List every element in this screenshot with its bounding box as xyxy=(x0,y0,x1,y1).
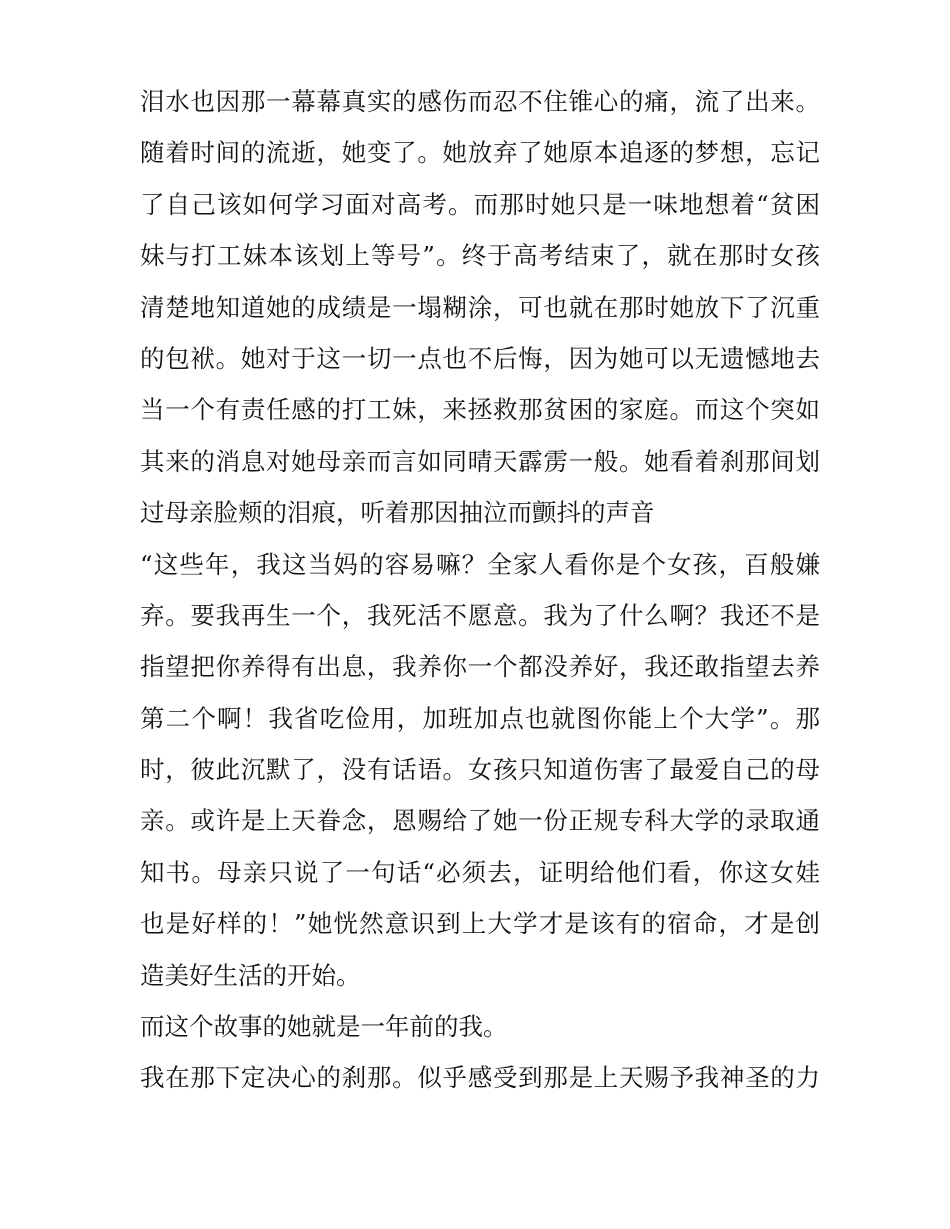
text-line: 了自己该如何学习面对高考。而那时她只是一味地想着“贫困 xyxy=(140,189,820,219)
text-line: 而这个故事的她就是一年前的我。 xyxy=(140,1012,508,1042)
text-line: 清楚地知道她的成绩是一塌糊涂，可也就在那时她放下了沉重 xyxy=(140,292,820,322)
text-line: 指望把你养得有出息，我养你一个都没养好，我还敢指望去养 xyxy=(140,652,820,682)
text-line: 其来的消息对她母亲而言如同晴天霹雳一般。她看着刹那间划 xyxy=(140,446,820,476)
text-line: 知书。母亲只说了一句话“必须去，证明给他们看，你这女娃 xyxy=(140,857,820,887)
text-line: 过母亲脸颊的泪痕，听着那因抽泣而颤抖的声音 xyxy=(140,498,655,528)
text-line: 也是好样的！”她恍然意识到上大学才是该有的宿命，才是创 xyxy=(140,909,820,939)
text-line: 随着时间的流逝，她变了。她放弃了她原本追逐的梦想，忘记 xyxy=(140,138,820,168)
text-line: 第二个啊！我省吃俭用，加班加点也就图你能上个大学”。那 xyxy=(140,703,820,733)
text-line: “这些年，我这当妈的容易嘛？全家人看你是个女孩，百般嫌 xyxy=(140,549,820,579)
text-line: 妹与打工妹本该划上等号”。终于高考结束了，就在那时女孩 xyxy=(140,241,820,271)
text-line: 当一个有责任感的打工妹，来拯救那贫困的家庭。而这个突如 xyxy=(140,395,820,425)
text-line: 时，彼此沉默了，没有话语。女孩只知道伤害了最爱自己的母 xyxy=(140,755,820,785)
text-line: 的包袱。她对于这一切一点也不后悔，因为她可以无遗憾地去 xyxy=(140,343,820,373)
text-line: 亲。或许是上天眷念，恩赐给了她一份正规专科大学的录取通 xyxy=(140,806,820,836)
text-line: 造美好生活的开始。 xyxy=(140,960,361,990)
body-text xyxy=(140,76,820,1104)
text-line: 泪水也因那一幕幕真实的感伤而忍不住锥心的痛，流了出来。 xyxy=(140,87,820,116)
text-line: 弃。要我再生一个，我死活不愿意。我为了什么啊？我还不是 xyxy=(140,600,820,630)
text-line: 我在那下定决心的刹那。似乎感受到那是上天赐予我神圣的力 xyxy=(140,1063,820,1093)
